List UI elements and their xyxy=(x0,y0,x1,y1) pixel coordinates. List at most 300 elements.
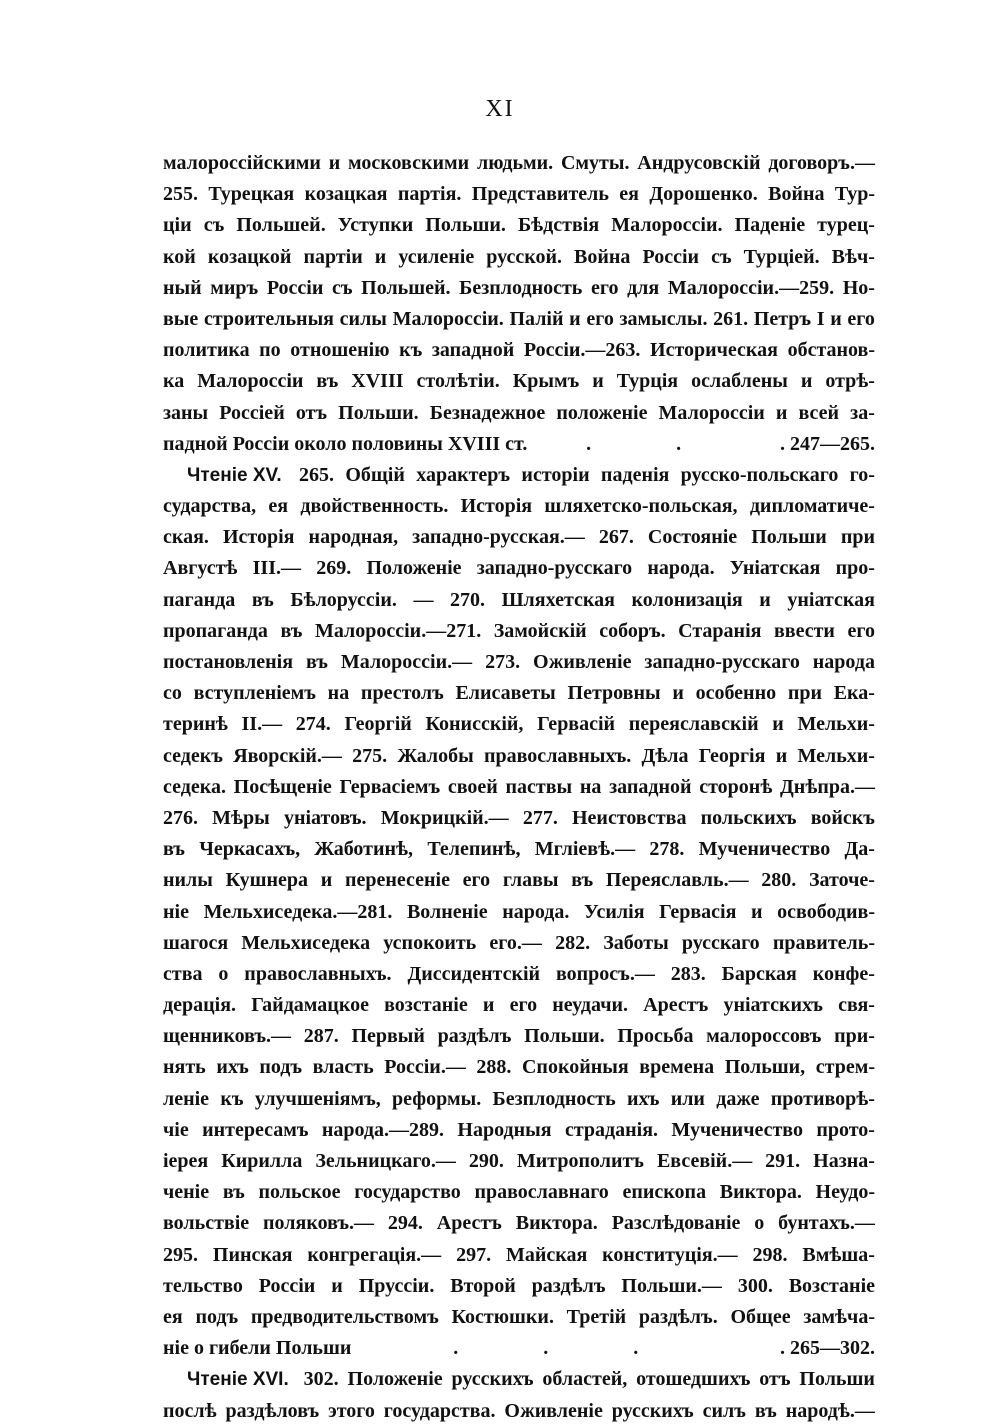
word: Исторія xyxy=(460,495,533,518)
word: Состояніе xyxy=(647,526,738,549)
lecture-label: Чтеніе XV. xyxy=(187,464,282,486)
word: улучшеніямъ, xyxy=(254,1087,381,1110)
word: отошедшихъ xyxy=(636,1368,751,1391)
text-line xyxy=(163,1208,875,1239)
table-of-contents-text xyxy=(163,148,875,1427)
word: вые xyxy=(163,307,199,330)
word: отношенію xyxy=(290,339,390,362)
word: Малороссіи. xyxy=(392,307,504,330)
word: 297. xyxy=(456,1243,492,1266)
text-line xyxy=(163,772,875,803)
word: со xyxy=(163,682,182,705)
lecture-xv-heading-line xyxy=(163,460,875,491)
word: войскъ xyxy=(810,806,875,829)
word: и xyxy=(751,900,763,923)
word: Яворскій.— xyxy=(233,744,342,767)
word: Польшей. xyxy=(361,276,451,299)
word: этого xyxy=(328,1399,375,1422)
word: народа xyxy=(812,651,875,673)
word: Разслѣдованіе xyxy=(611,1212,741,1235)
text-line xyxy=(163,1302,875,1333)
word: и xyxy=(775,401,788,424)
word: 282. xyxy=(555,931,591,954)
word: на xyxy=(579,775,602,798)
word: интересамъ xyxy=(202,1118,309,1141)
word: съ xyxy=(332,276,353,299)
word: усиленіе xyxy=(398,245,475,268)
word: раздѣлъ xyxy=(531,1274,606,1297)
word: въ xyxy=(222,1181,245,1204)
word: и xyxy=(800,370,813,393)
text-line xyxy=(163,834,875,865)
word: Бѣдствія xyxy=(517,214,600,237)
word: Польши. xyxy=(524,1025,605,1048)
word: Турція xyxy=(616,370,679,393)
word: при xyxy=(787,682,822,705)
word: Польши xyxy=(751,526,827,549)
word: Шляхетская xyxy=(501,588,615,611)
text-line xyxy=(163,865,875,896)
word: седека. xyxy=(163,775,226,798)
word: его xyxy=(462,869,491,892)
text-line xyxy=(163,1084,875,1115)
word: власть xyxy=(312,1056,374,1079)
word: 298. xyxy=(752,1243,788,1266)
word: русско-польскаго xyxy=(680,463,839,486)
word: русскихъ xyxy=(611,1399,694,1422)
text-line xyxy=(163,897,875,928)
word: на xyxy=(327,682,350,705)
word: бунтахъ.— xyxy=(778,1212,875,1235)
word: съ xyxy=(203,214,225,237)
word: паствы xyxy=(505,775,573,798)
word: и xyxy=(592,370,604,393)
word: колонизація xyxy=(631,588,743,611)
word: областей, xyxy=(542,1368,628,1391)
word: турец- xyxy=(817,214,875,237)
word: Жалобы xyxy=(397,744,474,767)
word: про- xyxy=(835,557,875,580)
word: Гервасій xyxy=(537,713,616,736)
word: Польши.— xyxy=(621,1274,722,1297)
word: русской. xyxy=(486,245,563,268)
word: и xyxy=(569,307,581,330)
word: уніатскихъ xyxy=(723,994,823,1017)
word: замѣча- xyxy=(803,1305,875,1328)
word: Общій xyxy=(345,463,405,486)
word: паганда xyxy=(163,588,236,611)
word: Польши, xyxy=(724,1056,806,1079)
word: Положеніе xyxy=(347,1368,443,1391)
text-line xyxy=(163,709,875,740)
word: стрем- xyxy=(815,1056,875,1079)
word: западно-русская.— xyxy=(412,526,585,549)
word: седекъ xyxy=(163,744,223,767)
word: Историческая xyxy=(650,339,778,362)
word: къ xyxy=(399,339,423,362)
word: Майская xyxy=(505,1243,588,1266)
word: Паденіе xyxy=(734,214,806,237)
word: 300. xyxy=(737,1274,773,1297)
word: Телепинѣ, xyxy=(427,838,521,861)
word: Митрополитъ xyxy=(516,1150,644,1172)
word: Второй xyxy=(450,1274,516,1297)
word: и xyxy=(482,994,495,1017)
word: въ xyxy=(305,651,328,673)
word: неудачи. xyxy=(552,994,629,1017)
word: Старанія xyxy=(678,619,762,642)
word: силы xyxy=(339,307,387,330)
word: уніатская xyxy=(787,588,875,611)
word: западно-русскаго xyxy=(644,651,800,673)
text-line xyxy=(163,616,875,647)
word: ихъ xyxy=(216,1056,249,1079)
text-line xyxy=(163,647,875,678)
text-line xyxy=(163,959,875,990)
word: 269. xyxy=(316,557,352,580)
word: Малороссіи.— xyxy=(340,651,473,673)
word: малороссійскими xyxy=(163,152,321,174)
word: Мѣры xyxy=(212,806,270,829)
word: Арестъ xyxy=(436,1212,502,1235)
lecture-xvi-body xyxy=(163,1396,875,1427)
word: 283. xyxy=(670,962,706,985)
text-line xyxy=(163,179,875,210)
word: Безплодность xyxy=(459,276,583,299)
word: за- xyxy=(850,401,875,424)
word: 294. xyxy=(387,1212,423,1235)
text-line xyxy=(163,491,875,522)
entry-last-text: ніе о гибели Польши xyxy=(163,1337,352,1360)
word: Пинская xyxy=(212,1243,293,1266)
word: ихъ xyxy=(626,1087,660,1110)
word: замыслы. xyxy=(619,307,708,330)
word: Георгій xyxy=(344,713,412,736)
word: народа. xyxy=(647,557,715,580)
word: Гервасія xyxy=(659,900,737,923)
word: ства xyxy=(163,962,203,985)
word: Россіи xyxy=(642,245,700,268)
word: сторонѣ xyxy=(699,775,773,798)
word: уніатовъ. xyxy=(283,806,367,829)
word: вольствіе xyxy=(163,1212,250,1235)
word: Россіи.— xyxy=(384,1056,466,1079)
word: Неистовства xyxy=(572,806,687,829)
word: 277. xyxy=(522,806,558,829)
word: Елисаветы xyxy=(455,682,556,705)
text-line xyxy=(163,273,875,304)
word: отрѣ- xyxy=(825,370,875,393)
word: Зельницкаго.— xyxy=(315,1150,456,1172)
word: престолъ xyxy=(360,682,444,705)
page-number: XI xyxy=(485,96,515,122)
word: партіи xyxy=(303,245,363,268)
word: православнаго xyxy=(474,1181,609,1204)
word: сударства, xyxy=(163,495,257,518)
text-line xyxy=(163,242,875,273)
word: противорѣ- xyxy=(770,1087,875,1110)
word: Виктора. xyxy=(515,1212,598,1235)
word: 278. xyxy=(649,838,685,861)
word: поляковъ.— xyxy=(263,1212,375,1235)
word: и xyxy=(374,245,387,268)
word: при- xyxy=(834,1025,875,1048)
word: Мельхи- xyxy=(797,713,875,736)
word: предводительствомъ xyxy=(250,1305,439,1328)
word: Мокрицкій.— xyxy=(380,806,509,829)
word: Польшей. xyxy=(236,214,326,237)
text-line xyxy=(163,1115,875,1146)
word: ка xyxy=(163,370,185,393)
word: раздѣлъ xyxy=(437,1025,512,1048)
word: и xyxy=(328,152,341,174)
word: русскихъ xyxy=(451,1368,534,1391)
word: Кушнера xyxy=(225,869,309,892)
word: II.— xyxy=(241,713,283,736)
text-line xyxy=(163,148,875,179)
word: двойственность. xyxy=(300,495,449,518)
word: государства. xyxy=(383,1399,496,1422)
word: 274. xyxy=(295,713,331,736)
word: Жаботинѣ, xyxy=(314,838,414,861)
word: раздѣлъ. xyxy=(638,1305,718,1328)
word: Просьба xyxy=(617,1025,694,1048)
word: Безнадежное xyxy=(429,401,546,424)
word: по xyxy=(259,339,281,362)
word: страданія. xyxy=(564,1118,659,1141)
text-line xyxy=(163,335,875,366)
word: силъ xyxy=(702,1399,746,1422)
word: для xyxy=(627,276,660,299)
text-line xyxy=(163,1396,875,1427)
word: леніе xyxy=(163,1087,210,1110)
word: Гервасіемъ xyxy=(339,775,441,798)
word: ея xyxy=(163,1305,183,1328)
word: Польши xyxy=(799,1368,875,1391)
text-line xyxy=(163,1021,875,1052)
word: или xyxy=(670,1087,705,1110)
word: 275. xyxy=(352,744,388,767)
word: нять xyxy=(163,1056,206,1079)
word: Россіи.—263. xyxy=(523,339,641,362)
word: 295. xyxy=(163,1243,198,1266)
word: Неудо- xyxy=(815,1181,875,1204)
word: партія. xyxy=(397,183,462,206)
word: возстаніе xyxy=(384,994,468,1017)
word: Заточе- xyxy=(809,869,875,892)
word: Мученичество xyxy=(698,838,831,861)
word: ея xyxy=(268,495,289,518)
word: Турецкая xyxy=(208,183,295,206)
word: западной xyxy=(609,775,692,798)
word: Возстаніе xyxy=(788,1274,875,1297)
word: Кирилла xyxy=(221,1150,303,1172)
word: вопросъ.— xyxy=(555,962,655,985)
word: московскими xyxy=(348,152,470,174)
word: его xyxy=(847,619,875,642)
word: Виктора. xyxy=(719,1181,802,1204)
entry-last-text: падной Россіи около половины XVIII ст. xyxy=(163,432,528,455)
word: шляхетско-польская, xyxy=(544,495,738,518)
lecture-label: Чтеніе XVI. xyxy=(187,1369,289,1391)
word: Мученичество xyxy=(671,1118,803,1141)
word: подъ xyxy=(195,1305,239,1328)
word: 302. xyxy=(303,1368,339,1391)
word: Мельхиседека.—281. xyxy=(203,900,393,923)
word: Днѣпра.— xyxy=(780,775,875,798)
word: переяславскій xyxy=(628,713,759,736)
word: Уступки xyxy=(337,214,414,237)
word: православныхъ. xyxy=(244,962,392,985)
word: и xyxy=(759,588,771,611)
word: его xyxy=(847,307,875,330)
text-line xyxy=(163,803,875,834)
word: польскихъ xyxy=(700,806,797,829)
word: Усилія xyxy=(584,900,645,923)
word: съ xyxy=(711,245,732,268)
word: — xyxy=(413,588,434,611)
word: Да- xyxy=(844,838,875,861)
word: къ xyxy=(220,1087,244,1110)
word: Андрусовскій xyxy=(637,152,761,174)
word: Малороссіи. xyxy=(611,214,723,237)
word: 255. xyxy=(163,183,198,206)
lecture-xv-last-line xyxy=(163,1333,875,1364)
word: обстанов- xyxy=(787,339,875,362)
word: правитель- xyxy=(772,931,875,954)
word: государство xyxy=(354,1181,461,1204)
word: Крымъ xyxy=(512,370,580,393)
word: 273. xyxy=(485,651,521,673)
word: теринѣ xyxy=(163,713,228,736)
word: Замойскій xyxy=(493,619,587,642)
word: Августѣ xyxy=(163,557,238,580)
word: его xyxy=(509,994,538,1017)
word: 265. xyxy=(299,463,335,486)
word: Малороссіи xyxy=(658,401,765,424)
word: Положеніе xyxy=(366,557,462,580)
word: строительныя xyxy=(203,307,335,330)
text-line xyxy=(163,304,875,335)
word: Заботы xyxy=(603,931,669,954)
word: Евсевій.— xyxy=(656,1150,753,1172)
word: Дѣла xyxy=(641,744,689,767)
text-line xyxy=(163,990,875,1021)
text-line xyxy=(163,585,875,616)
word: Ека- xyxy=(833,682,875,705)
section-continuation-last-line xyxy=(163,429,875,460)
word: конституція.— xyxy=(602,1243,738,1266)
word: и xyxy=(772,713,784,736)
word: паденія xyxy=(600,463,670,486)
word: Переяславль.— xyxy=(605,869,749,892)
word: послѣ xyxy=(163,1399,217,1422)
word: дипломатиче- xyxy=(749,495,875,518)
word: успокоить xyxy=(383,931,477,954)
word: прото- xyxy=(816,1118,875,1141)
text-line xyxy=(163,1146,875,1177)
lecture-xv-body xyxy=(163,491,875,1333)
word: договоръ.— xyxy=(768,152,875,174)
word: Оживленіе xyxy=(533,651,632,673)
word: Война xyxy=(768,183,825,206)
word: Назна- xyxy=(813,1150,875,1172)
word: дерація. xyxy=(163,994,237,1017)
word: польское xyxy=(258,1181,341,1204)
word: исторіи xyxy=(521,463,590,486)
word: и xyxy=(830,307,842,330)
word: Черкасахъ, xyxy=(199,838,301,861)
page-range: . 247—265. xyxy=(780,432,875,455)
word: его xyxy=(586,307,614,330)
text-line xyxy=(163,678,875,709)
leader-dots: . . xyxy=(586,432,722,455)
text-line xyxy=(163,1240,875,1271)
word: Мельхи- xyxy=(797,744,875,767)
text-line xyxy=(163,398,875,429)
text-line xyxy=(163,210,875,241)
word: въ xyxy=(280,619,303,642)
word: заны xyxy=(163,401,209,424)
word: ный xyxy=(163,276,202,299)
word: Бѣлоруссіи. xyxy=(290,588,397,611)
word: людьми. xyxy=(476,152,554,174)
word: подъ xyxy=(259,1056,303,1079)
word: Мельхиседека xyxy=(241,931,371,954)
word: Петровны xyxy=(567,682,661,705)
word: политика xyxy=(163,339,250,362)
word: Малороссіи.—271. xyxy=(314,619,482,642)
word: столѣтіи. xyxy=(416,370,500,393)
word: и xyxy=(320,869,333,892)
word: ослаблены xyxy=(691,370,788,393)
word: Диссидентскій xyxy=(407,962,541,985)
word: Вмѣша- xyxy=(802,1243,875,1266)
word: ея xyxy=(619,183,639,206)
word: особенно xyxy=(695,682,777,705)
word: Арестъ xyxy=(643,994,709,1017)
word: Тур- xyxy=(834,183,875,206)
word: при xyxy=(840,526,875,549)
word: перенесеніе xyxy=(344,869,450,892)
word: Палій xyxy=(509,307,564,330)
word: Вѣч- xyxy=(831,245,875,268)
word: Исторія xyxy=(222,526,295,549)
word: нилы xyxy=(163,869,213,892)
word: пропаганда xyxy=(163,619,268,642)
word: 287. xyxy=(303,1025,339,1048)
word: въ xyxy=(251,588,274,611)
word: Пруссіи. xyxy=(358,1274,435,1297)
word: Но- xyxy=(842,276,875,299)
word: Георгія xyxy=(698,744,766,767)
text-line xyxy=(163,741,875,772)
word: въ xyxy=(571,869,594,892)
word: народа. xyxy=(502,900,570,923)
word: свя- xyxy=(838,994,875,1017)
word: 288. xyxy=(476,1056,512,1079)
word: Народныя xyxy=(457,1118,552,1141)
word: народѣ.— xyxy=(785,1399,875,1422)
word: Гайдамацкое xyxy=(251,994,369,1017)
text-line xyxy=(163,553,875,584)
word: Третій xyxy=(566,1305,627,1328)
word: отъ xyxy=(759,1368,791,1391)
word: епископа xyxy=(622,1181,707,1204)
word: Представитель xyxy=(471,183,609,206)
word: ввести xyxy=(774,619,835,642)
word: отъ xyxy=(295,401,328,424)
